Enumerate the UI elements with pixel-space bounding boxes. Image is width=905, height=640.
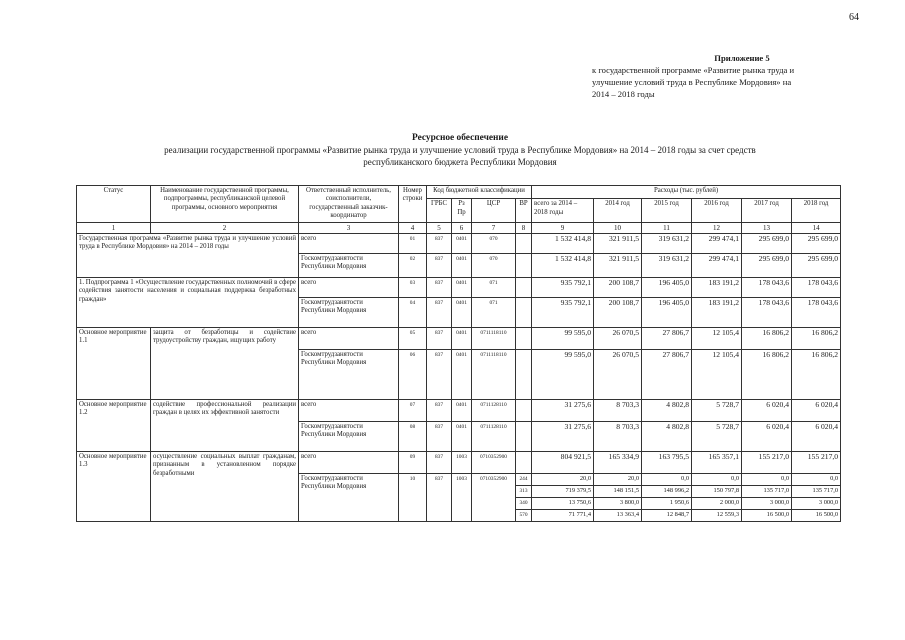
amount-cell: 1 950,6: [642, 498, 692, 510]
index-cell: 10: [594, 222, 642, 233]
amount-cell: 0,0: [642, 474, 692, 486]
col-2015: 2015 год: [642, 199, 692, 222]
row-number-cell: 07: [399, 400, 427, 422]
amount-cell: 20,0: [594, 474, 642, 486]
vr-cell: [516, 422, 532, 452]
amount-cell: 295 699,0: [742, 234, 792, 254]
col-2014: 2014 год: [594, 199, 642, 222]
executor-cell: Госкомтрудзанятости Республики Мордовия: [299, 474, 399, 522]
program-name-cell: Государственная программа «Развитие рынка труда и улучшение условий труда в Республике Мордовия» на 2014 – 2018 годы: [77, 234, 299, 278]
amount-cell: 5 728,7: [692, 422, 742, 452]
page-number: 64: [849, 12, 859, 23]
row-number-cell: 01: [399, 234, 427, 254]
col-grbs: ГРБС: [427, 199, 452, 222]
index-cell: 14: [792, 222, 841, 233]
grbs-cell: 837: [427, 400, 452, 422]
grbs-cell: 837: [427, 422, 452, 452]
col-total: всего за 2014 – 2018 годы: [532, 199, 594, 222]
index-row: [77, 222, 841, 233]
rzpr-cell: 0401: [452, 350, 472, 400]
grbs-cell: 837: [427, 298, 452, 328]
rzpr-cell: 0401: [452, 400, 472, 422]
header-row: [77, 186, 841, 199]
index-cell: 6: [452, 222, 472, 233]
amount-cell: 319 631,2: [642, 254, 692, 278]
col-status: Статус: [77, 186, 151, 223]
appendix-line: к государственной программе «Развитие рынка труда и: [592, 65, 795, 75]
grbs-cell: 837: [427, 328, 452, 350]
amount-cell: 16 806,2: [792, 328, 841, 350]
amount-cell: 8 703,3: [594, 422, 642, 452]
vr-cell: [516, 298, 532, 328]
amount-cell: 3 800,0: [594, 498, 642, 510]
grbs-cell: 837: [427, 452, 452, 474]
rzpr-cell: 0401: [452, 422, 472, 452]
amount-cell: 6 020,4: [792, 400, 841, 422]
col-vr: ВР: [516, 199, 532, 222]
col-budget-code: Код бюджетной классификации: [427, 186, 532, 199]
col-2017: 2017 год: [742, 199, 792, 222]
csr-cell: 0710352900: [472, 474, 516, 522]
amount-cell: 196 405,0: [642, 298, 692, 328]
vr-cell: [516, 350, 532, 400]
amount-cell: 31 275,6: [532, 400, 594, 422]
rzpr-cell: 1003: [452, 474, 472, 522]
vr-cell: 570: [516, 510, 532, 522]
rzpr-cell: 0401: [452, 298, 472, 328]
amount-cell: 165 334,9: [594, 452, 642, 474]
rzpr-cell: 1003: [452, 452, 472, 474]
amount-cell: 295 699,0: [792, 254, 841, 278]
appendix-note: [592, 52, 852, 100]
amount-cell: 26 070,5: [594, 328, 642, 350]
program-name-cell: содействие профессиональной реализации граждан в целях их эффективной занятости: [151, 400, 299, 452]
index-cell: 8: [516, 222, 532, 233]
status-cell: Основное мероприятие 1.2: [77, 400, 151, 452]
amount-cell: 13 363,4: [594, 510, 642, 522]
amount-cell: 165 357,1: [692, 452, 742, 474]
index-cell: 9: [532, 222, 594, 233]
amount-cell: 135 717,0: [792, 486, 841, 498]
rzpr-cell: 0401: [452, 234, 472, 254]
vr-cell: 340: [516, 498, 532, 510]
amount-cell: 178 043,6: [742, 298, 792, 328]
program-name-cell: осуществление социальных выплат гражданам, признанным в установленном порядке безработными: [151, 452, 299, 522]
row-number-cell: 04: [399, 298, 427, 328]
amount-cell: 163 795,5: [642, 452, 692, 474]
amount-cell: 20,0: [532, 474, 594, 486]
amount-cell: 135 717,0: [742, 486, 792, 498]
col-expenses: Расходы (тыс. рублей): [532, 186, 841, 199]
amount-cell: 16 806,2: [742, 328, 792, 350]
row-number-cell: 06: [399, 350, 427, 400]
grbs-cell: 837: [427, 278, 452, 298]
index-cell: 2: [151, 222, 299, 233]
csr-cell: 070: [472, 234, 516, 254]
amount-cell: 155 217,0: [792, 452, 841, 474]
grbs-cell: 837: [427, 254, 452, 278]
resource-table: [76, 185, 841, 522]
amount-cell: 0,0: [792, 474, 841, 486]
amount-cell: 6 020,4: [742, 422, 792, 452]
appendix-line: улучшение условий труда в Республике Мордовия» на: [592, 77, 792, 87]
executor-cell: всего: [299, 328, 399, 350]
amount-cell: 178 043,6: [792, 278, 841, 298]
heading-line: республиканского бюджета Республики Мордовия: [363, 157, 557, 167]
index-cell: 7: [472, 222, 516, 233]
status-cell: Основное мероприятие 1.3: [77, 452, 151, 522]
amount-cell: 719 379,5: [532, 486, 594, 498]
status-cell: Основное мероприятие 1.1: [77, 328, 151, 400]
amount-cell: 148 151,5: [594, 486, 642, 498]
csr-cell: 070: [472, 254, 516, 278]
table-row: [77, 328, 841, 350]
amount-cell: 99 595,0: [532, 350, 594, 400]
amount-cell: 3 000,0: [792, 498, 841, 510]
amount-cell: 200 108,7: [594, 298, 642, 328]
heading-line: реализации государственной программы «Развитие рынка труда и улучшение условий труда в Республике Мордовия» на 2014 – 2018 годы за счет средств: [164, 145, 756, 155]
amount-cell: 178 043,6: [742, 278, 792, 298]
amount-cell: 1 532 414,8: [532, 254, 594, 278]
amount-cell: 150 797,8: [692, 486, 742, 498]
amount-cell: 196 405,0: [642, 278, 692, 298]
amount-cell: 31 275,6: [532, 422, 594, 452]
index-cell: 12: [692, 222, 742, 233]
amount-cell: 935 792,1: [532, 298, 594, 328]
amount-cell: 299 474,1: [692, 254, 742, 278]
executor-cell: Госкомтрудзанятости Республики Мордовия: [299, 254, 399, 278]
document-heading: [60, 132, 860, 168]
executor-cell: Госкомтрудзанятости Республики Мордовия: [299, 298, 399, 328]
csr-cell: 0711128110: [472, 422, 516, 452]
amount-cell: 1 532 414,8: [532, 234, 594, 254]
executor-cell: Госкомтрудзанятости Республики Мордовия: [299, 422, 399, 452]
row-number-cell: 08: [399, 422, 427, 452]
appendix-line: 2014 – 2018 годы: [592, 89, 655, 99]
grbs-cell: 837: [427, 474, 452, 522]
amount-cell: 12 559,3: [692, 510, 742, 522]
rzpr-cell: 0401: [452, 278, 472, 298]
vr-cell: 244: [516, 474, 532, 486]
amount-cell: 0,0: [692, 474, 742, 486]
csr-cell: 0711118110: [472, 328, 516, 350]
executor-cell: Госкомтрудзанятости Республики Мордовия: [299, 350, 399, 400]
vr-cell: [516, 234, 532, 254]
row-number-cell: 02: [399, 254, 427, 278]
amount-cell: 178 043,6: [792, 298, 841, 328]
table-row: [77, 234, 841, 254]
amount-cell: 5 728,7: [692, 400, 742, 422]
amount-cell: 295 699,0: [742, 254, 792, 278]
col-name: Наименование государственной программы, подпрограммы, республиканской целевой программы, основного мероприятия: [151, 186, 299, 223]
vr-cell: [516, 254, 532, 278]
col-row-no: Номер строки: [399, 186, 427, 223]
row-number-cell: 03: [399, 278, 427, 298]
amount-cell: 2 000,0: [692, 498, 742, 510]
amount-cell: 12 105,4: [692, 350, 742, 400]
table-row: [77, 452, 841, 474]
col-2016: 2016 год: [692, 199, 742, 222]
col-rzpr: Рз Пр: [452, 199, 472, 222]
index-cell: 11: [642, 222, 692, 233]
amount-cell: 6 020,4: [792, 422, 841, 452]
amount-cell: 183 191,2: [692, 298, 742, 328]
amount-cell: 935 792,1: [532, 278, 594, 298]
amount-cell: 0,0: [742, 474, 792, 486]
rzpr-cell: 0401: [452, 254, 472, 278]
index-cell: 13: [742, 222, 792, 233]
amount-cell: 8 703,3: [594, 400, 642, 422]
amount-cell: 16 500,0: [792, 510, 841, 522]
grbs-cell: 837: [427, 234, 452, 254]
amount-cell: 12 105,4: [692, 328, 742, 350]
amount-cell: 3 000,0: [742, 498, 792, 510]
vr-cell: [516, 328, 532, 350]
appendix-title: Приложение 5: [714, 53, 770, 63]
csr-cell: 0711118110: [472, 350, 516, 400]
rzpr-cell: 0401: [452, 328, 472, 350]
heading-title: Ресурсное обеспечение: [411, 133, 508, 143]
executor-cell: всего: [299, 452, 399, 474]
amount-cell: 71 771,4: [532, 510, 594, 522]
grbs-cell: 837: [427, 350, 452, 400]
amount-cell: 804 921,5: [532, 452, 594, 474]
amount-cell: 26 070,5: [594, 350, 642, 400]
vr-cell: 313: [516, 486, 532, 498]
col-2018: 2018 год: [792, 199, 841, 222]
index-cell: 1: [77, 222, 151, 233]
amount-cell: 4 802,8: [642, 422, 692, 452]
amount-cell: 27 806,7: [642, 350, 692, 400]
amount-cell: 16 500,0: [742, 510, 792, 522]
amount-cell: 13 750,6: [532, 498, 594, 510]
amount-cell: 299 474,1: [692, 234, 742, 254]
row-number-cell: 09: [399, 452, 427, 474]
amount-cell: 12 848,7: [642, 510, 692, 522]
col-csr: ЦСР: [472, 199, 516, 222]
amount-cell: 321 911,5: [594, 234, 642, 254]
amount-cell: 99 595,0: [532, 328, 594, 350]
executor-cell: всего: [299, 400, 399, 422]
amount-cell: 155 217,0: [742, 452, 792, 474]
vr-cell: [516, 452, 532, 474]
csr-cell: 071: [472, 278, 516, 298]
amount-cell: 148 996,2: [642, 486, 692, 498]
amount-cell: 6 020,4: [742, 400, 792, 422]
vr-cell: [516, 400, 532, 422]
csr-cell: 0710352900: [472, 452, 516, 474]
amount-cell: 295 699,0: [792, 234, 841, 254]
csr-cell: 071: [472, 298, 516, 328]
csr-cell: 0711128110: [472, 400, 516, 422]
executor-cell: всего: [299, 278, 399, 298]
amount-cell: 16 806,2: [792, 350, 841, 400]
amount-cell: 27 806,7: [642, 328, 692, 350]
executor-cell: всего: [299, 234, 399, 254]
index-cell: 3: [299, 222, 399, 233]
vr-cell: [516, 278, 532, 298]
amount-cell: 16 806,2: [742, 350, 792, 400]
amount-cell: 4 802,8: [642, 400, 692, 422]
table-row: [77, 400, 841, 422]
row-number-cell: 10: [399, 474, 427, 522]
index-cell: 4: [399, 222, 427, 233]
index-cell: 5: [427, 222, 452, 233]
row-number-cell: 05: [399, 328, 427, 350]
col-executor: Ответственный исполнитель, соисполнители, государственный заказчик-координатор: [299, 186, 399, 223]
program-name-cell: защита от безработицы и содействие трудоустройству граждан, ищущих работу: [151, 328, 299, 400]
program-name-cell: 1. Подпрограмма 1 «Осуществление государственных полномочий в сфере содействия занятости населения и социальная поддержка безработных граждан»: [77, 278, 299, 328]
amount-cell: 321 911,5: [594, 254, 642, 278]
amount-cell: 200 108,7: [594, 278, 642, 298]
amount-cell: 319 631,2: [642, 234, 692, 254]
table-row: [77, 278, 841, 298]
amount-cell: 183 191,2: [692, 278, 742, 298]
